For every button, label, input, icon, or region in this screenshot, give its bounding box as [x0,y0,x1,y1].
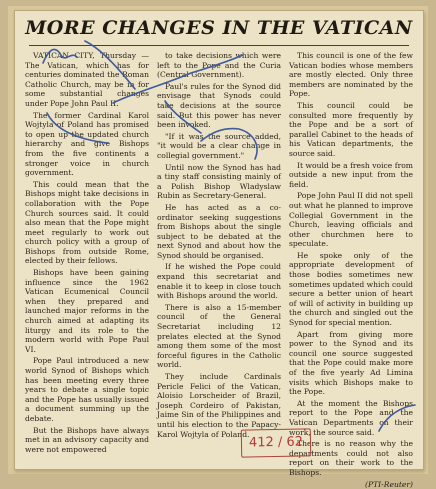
article-paragraph: The former Cardinal Karol Wojtyla of Poland has promised to open up the updated church hierarchy and give Bishops from the five continents a stronger voice in church government. [25,110,149,178]
article-paragraph: There is also a 15-member council of the General Secretariat including 12 prelates elected at the Synod among them some of the most forceful figures in the Catholic world. [157,302,281,370]
article-paragraph: Pope Paul introduced a new world Synod of Bishops which has been meeting every three years to debate a single topic and the Pope has usually issued a document summing up the debate. [25,356,149,423]
article-paragraph: He spoke only of the appropriate development of those bodies sometimes new sometimes updated which could secure a better union of heart of will of activity in building up the church and singled out the Synod for special mention. [289,250,413,328]
article-paragraph: Apart from giving more power to the Synod and its council one source suggested that the Pope could make more of the five yearly Ad Limina visits which Bishops make to the Pope. [289,329,413,397]
article-paragraph: Paul's rules for the Synod did envisage that Synods could take decisions at the source said. But this power has never been invoked. [157,81,281,130]
article-column-1 [25,51,149,456]
headline-rule [29,45,409,46]
article-paragraph: Bishops have been gaining influence since the 1962 Vatican Ecumenical Council when they prepared and launched major reforms in the church aimed at adapting its liturgy and its role to the modern world with Pope Paul VI. [25,268,149,354]
article-paragraph: This council is one of the few Vatican bodies whose members are mostly elected. Only three members are nominated by the Pope. [289,51,413,99]
article-paragraph: If he wished the Pope could expand this secretariat and enable it to keep in close touch with Bishops around the world. [157,262,281,301]
article-paragraph: Until now the Synod has had a tiny staff consisting mainly of a Polish Bishop Wladyslaw Rubin as Secretary-General. [157,162,281,201]
article-paragraph: This could mean that the Bishops might take decisions in collaboration with the Pope Church sources said. It could also mean that the Pope might meet regularly to work out church policy with a group of Bishops from outside Rome, elected by their fellows. [25,179,149,266]
article-paragraph: VATICAN CITY, Thursday — The Vatican, which has for centuries dominated the Roman Catholic Church, may be in for some substantial changes under Pope John Paul II. [25,51,149,108]
article-paragraph: They include Cardinals Pericle Felici of the Vatican, Aloisio Lorscheider of Brazil, Joseph Cordeiro of Pakistan, Jaime Sin of the Philippines and until his election to the Papacy-Karol Wojtyla of Poland. [157,372,281,439]
article-paragraph: Pope John Paul II did not spell out what he planned to improve Collegial Government in the Church, leaving officials and other churchmen here to speculate. [289,191,413,249]
article-paragraph: "If it was the source added, "it would be a clear change in collegial government." [157,131,281,160]
newspaper-backing [8,6,428,489]
article-paragraph: He has acted as a co-ordinator seeking suggestions from Bishops about the single subject to be debated at the next Synod and about how the Synod should be organised. [157,202,281,260]
article-paragraph: But the Bishops have always met in an advisory capacity and were not empowered [25,425,149,454]
article-column-2 [157,51,281,441]
news-agency-credit: (PTI-Reuter) [365,479,413,489]
article-column-3 [289,51,413,489]
article-paragraph: There is no reason why the departments could not also report on their work to the Bishops. [289,439,413,477]
newspaper-clipping [14,10,424,489]
archive-stamp: 412 / 62 [241,428,311,457]
article-paragraph: This council could be consulted more frequently by the Pope and be a sort of parallel Cabinet to the heads of his Vatican departments, the source said. [289,100,413,158]
article-paragraph: It would be a fresh voice from outside a new input from the field. [289,160,413,189]
article-paragraph: At the moment the Bishops report to the Pope and the Vatican Departments on their work, the source said. [289,398,413,437]
article-paragraph: to take decisions which were left to the Pope and the Curia (Central Government). [157,51,281,80]
headline: MORE CHANGES IN THE VATICAN [25,17,413,39]
